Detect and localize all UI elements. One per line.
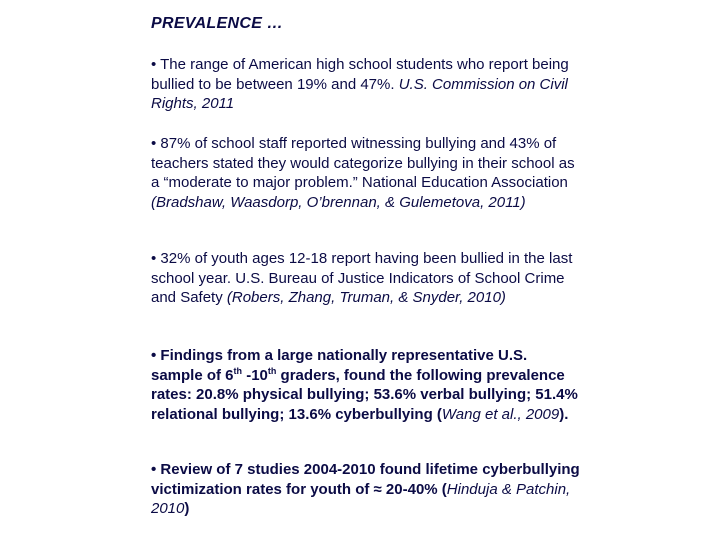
bullet-text: • 32% of youth ages 12-18 report having been bullied in the last school year. U.S. Bureau of Justice Indicators of School Crime and Safety bbox=[151, 250, 573, 306]
bullet-citation: Hinduja & Patchin, 2010 bbox=[151, 480, 571, 517]
bullet-paren: ) bbox=[184, 500, 190, 517]
bullet-paragraph bbox=[151, 346, 581, 424]
slide-title: PREVALENCE … bbox=[151, 15, 284, 32]
bullet-citation: (Robers, Zhang, Truman, & Snyder, 2010) bbox=[226, 289, 506, 306]
bullet-paragraph bbox=[151, 249, 581, 308]
bullet-text: • Review of 7 studies 2004-2010 found lifetime cyberbullying victimization rates for youth of ≈ 20-40% bbox=[151, 461, 580, 498]
bullet-paren: ). bbox=[559, 405, 569, 423]
bullet-citation: U.S. Commission on Civil Rights, 2011 bbox=[151, 75, 568, 112]
bullet-citation: (Bradshaw, Waasdorp, O’brennan, & Gulemetova, 2011) bbox=[151, 193, 526, 211]
bullet-paragraph bbox=[151, 460, 581, 519]
bullet-superscript: th bbox=[233, 365, 243, 376]
bullet-text: • 87% of school staff reported witnessing bullying and 43% of teachers stated they would categorize bullying in their school as a “moderate to major problem.” National Education Association bbox=[151, 135, 575, 191]
bullet-text: -10 bbox=[242, 366, 268, 384]
bullet-paren: ( bbox=[436, 405, 442, 423]
bullet-text: • The range of American high school students who report being bullied to be between 19% and 47%. bbox=[151, 56, 569, 93]
bullet-text: • Findings from a large nationally representative U.S. sample of 6 bbox=[151, 347, 528, 384]
bullet-citation: Wang et al., 2009 bbox=[441, 405, 560, 423]
bullet-paragraph bbox=[151, 55, 581, 114]
bullet-paragraph bbox=[151, 134, 581, 212]
bullet-text: graders, found the following prevalence rates: 20.8% physical bullying; 53.6% verbal bullying; 51.4% relational bullying; 13.6% cyberbullying bbox=[151, 366, 578, 423]
bullet-paren: ( bbox=[441, 480, 447, 498]
bullet-superscript: th bbox=[267, 365, 277, 376]
